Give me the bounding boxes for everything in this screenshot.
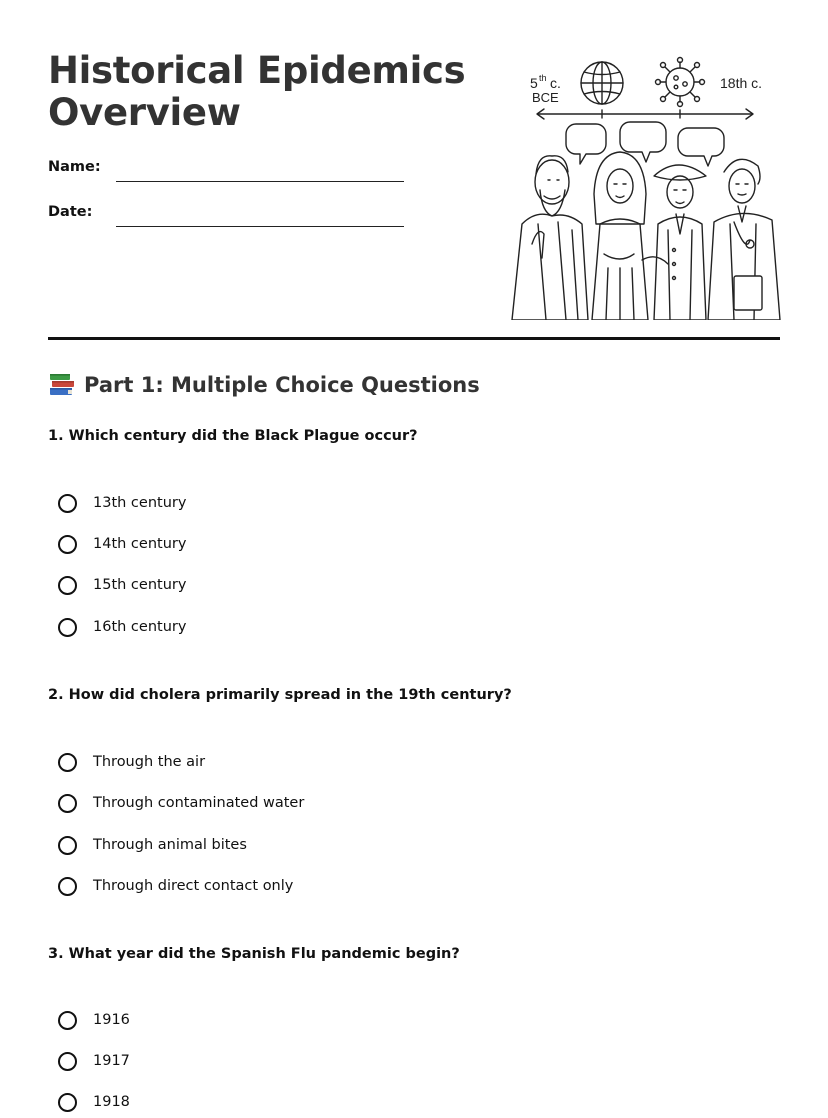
timeline-start-era: BCE xyxy=(532,90,559,105)
q2-option-1[interactable] xyxy=(58,749,205,775)
radio-button[interactable] xyxy=(58,1052,77,1071)
timeline-start-number: 5 xyxy=(530,75,538,91)
radio-button[interactable] xyxy=(58,1093,77,1112)
header-divider xyxy=(48,337,780,340)
question-2: 2. How did cholera primarily spread in the 19th century? xyxy=(48,687,512,703)
option-label: Through direct contact only xyxy=(93,878,294,894)
radio-button[interactable] xyxy=(58,576,77,595)
question-3: 3. What year did the Spanish Flu pandemic begin? xyxy=(48,946,460,962)
q1-option-1[interactable] xyxy=(58,490,186,516)
radio-button[interactable] xyxy=(58,836,77,855)
speech-bubbles xyxy=(566,122,724,166)
option-label: Through the air xyxy=(93,754,206,770)
q1-option-2[interactable] xyxy=(58,531,186,557)
option-label: 1918 xyxy=(93,1094,130,1110)
worksheet-title xyxy=(48,50,488,134)
q2-option-2[interactable] xyxy=(58,790,304,816)
question-1: 1. Which century did the Black Plague occur? xyxy=(48,428,418,444)
title-line-1: Historical Epidemics xyxy=(48,49,466,92)
globe-icon xyxy=(581,62,623,104)
option-label: Through animal bites xyxy=(93,837,247,853)
section-title xyxy=(48,372,480,398)
figure-18th-century-doctor xyxy=(642,165,706,320)
q1-option-4[interactable] xyxy=(58,614,186,640)
q2-option-4[interactable] xyxy=(58,873,293,899)
option-label: 1917 xyxy=(93,1053,130,1069)
section-title-text: Part 1: Multiple Choice Questions xyxy=(84,373,480,397)
timeline-end-label: 18th c. xyxy=(720,75,763,91)
option-label: 13th century xyxy=(93,495,187,511)
figure-ancient-physician xyxy=(512,156,588,320)
radio-button[interactable] xyxy=(58,753,77,772)
timeline-arrow xyxy=(537,109,753,119)
q1-option-3[interactable] xyxy=(58,572,186,598)
radio-button[interactable] xyxy=(58,494,77,513)
option-label: 14th century xyxy=(93,536,187,552)
name-label: Name: xyxy=(48,159,101,175)
q3-option-2[interactable] xyxy=(58,1048,130,1074)
q3-option-3[interactable] xyxy=(58,1089,130,1115)
radio-button[interactable] xyxy=(58,535,77,554)
date-field[interactable] xyxy=(116,226,404,227)
option-label: 1916 xyxy=(93,1012,130,1028)
figure-19th-century-doctor xyxy=(708,159,780,320)
timeline-start-ordinal: th xyxy=(539,73,547,83)
q3-option-1[interactable] xyxy=(58,1007,130,1033)
date-label: Date: xyxy=(48,204,93,220)
historical-figures-illustration xyxy=(508,54,782,320)
figure-nurse xyxy=(592,152,648,320)
radio-button[interactable] xyxy=(58,618,77,637)
option-label: 16th century xyxy=(93,619,187,635)
virus-icon xyxy=(656,58,705,107)
radio-button[interactable] xyxy=(58,877,77,896)
title-line-2: Overview xyxy=(48,91,241,134)
radio-button[interactable] xyxy=(58,794,77,813)
radio-button[interactable] xyxy=(58,1011,77,1030)
timeline-start-suffix: c. xyxy=(550,75,561,91)
option-label: Through contaminated water xyxy=(93,795,305,811)
q2-option-3[interactable] xyxy=(58,832,247,858)
books-icon xyxy=(48,372,76,398)
name-field[interactable] xyxy=(116,181,404,182)
option-label: 15th century xyxy=(93,577,187,593)
